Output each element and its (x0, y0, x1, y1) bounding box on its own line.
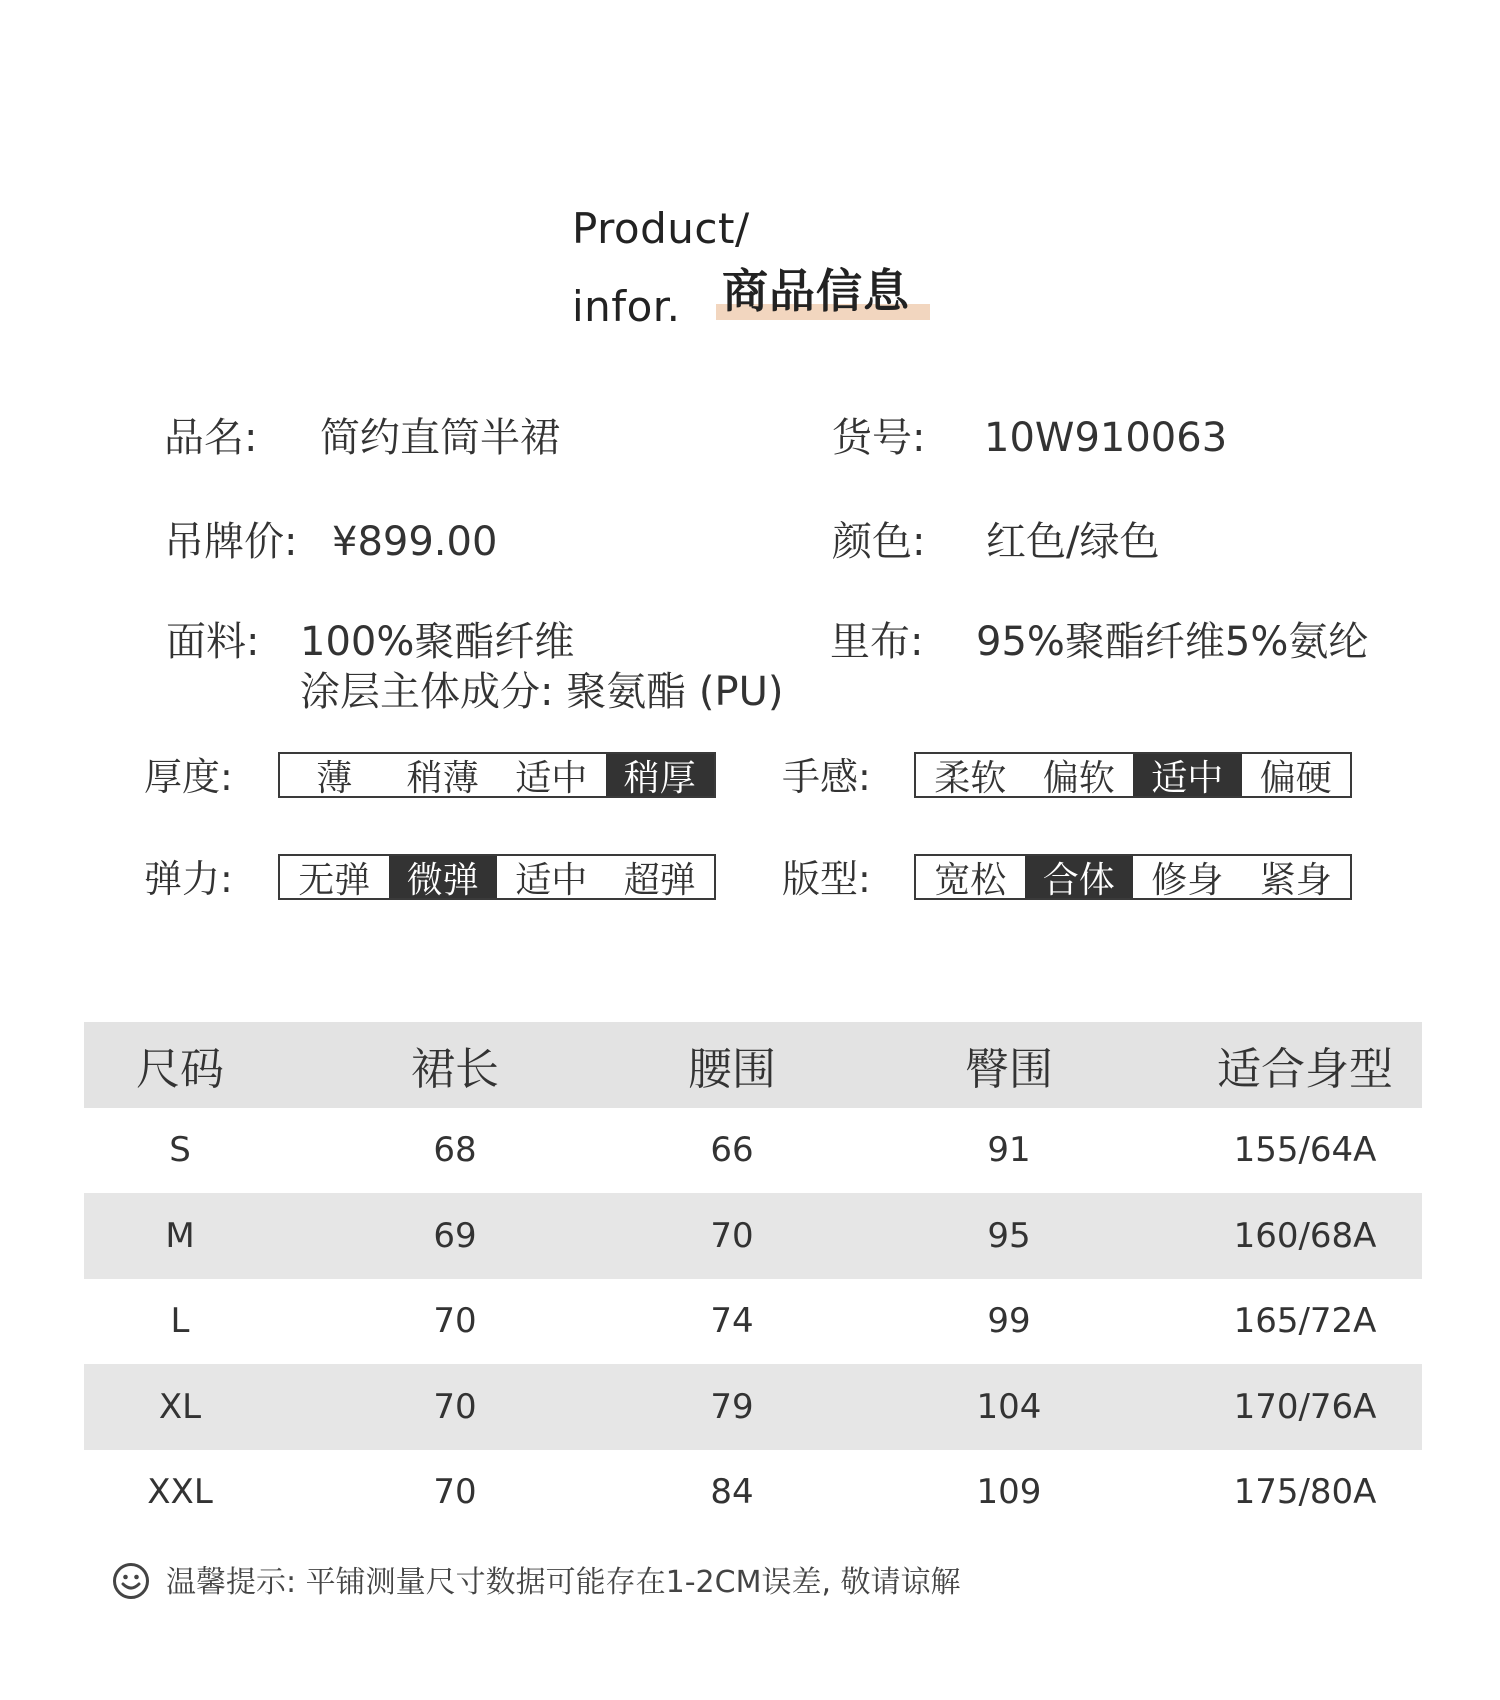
table-cell: 91 (987, 1130, 1031, 1171)
table-cell: 104 (976, 1386, 1042, 1427)
table-row (84, 1364, 1422, 1450)
lining-label: 里布: (830, 619, 924, 665)
column-header: 尺码 (136, 1043, 224, 1095)
thickness-option: 适中 (515, 757, 588, 799)
elasticity-option: 无弹 (298, 859, 371, 901)
name-value: 简约直筒半裙 (320, 415, 560, 461)
table-cell: 95 (987, 1215, 1031, 1256)
name-label: 品名: (164, 415, 258, 461)
handfeel-scale (914, 752, 1352, 798)
sku-label: 货号: (832, 415, 926, 461)
handfeel-option: 柔软 (934, 757, 1007, 799)
table-row (84, 1279, 1422, 1365)
table-header-row (84, 1022, 1422, 1108)
handfeel-label: 手感: (782, 755, 871, 799)
table-cell: 99 (987, 1301, 1031, 1342)
elasticity-scale (278, 854, 716, 900)
table-row (84, 1450, 1422, 1536)
table-row (84, 1108, 1422, 1194)
table-cell: 109 (976, 1472, 1042, 1513)
fit-option: 修身 (1151, 859, 1224, 901)
fit-option: 紧身 (1259, 859, 1332, 901)
table-cell: 165/72A (1233, 1301, 1377, 1342)
column-header: 臀围 (965, 1043, 1053, 1095)
thickness-option: 稍薄 (406, 757, 479, 799)
table-cell: 160/68A (1233, 1215, 1377, 1256)
sku-value: 10W910063 (984, 415, 1228, 461)
title-en-line2: infor. (572, 282, 681, 331)
table-cell: 74 (710, 1301, 754, 1342)
price-label: 吊牌价: (164, 519, 298, 565)
thickness-label: 厚度: (144, 755, 233, 799)
table-cell: M (165, 1215, 195, 1256)
table-cell: 70 (433, 1472, 477, 1513)
color-value: 红色/绿色 (986, 519, 1160, 565)
fit-scale (914, 854, 1352, 900)
thickness-option: 稍厚 (606, 754, 715, 796)
table-cell: 155/64A (1233, 1130, 1377, 1171)
column-header: 适合身型 (1217, 1043, 1393, 1095)
note-text: 温馨提示: 平铺测量尺寸数据可能存在1-2CM误差, 敬请谅解 (166, 1565, 961, 1600)
fabric-value: 100%聚酯纤维 (300, 619, 575, 665)
handfeel-option: 适中 (1133, 754, 1242, 796)
color-label: 颜色: (832, 519, 926, 565)
table-cell: L (170, 1301, 190, 1342)
fit-option: 合体 (1025, 856, 1134, 898)
table-cell: 68 (433, 1130, 477, 1171)
fabric-label: 面料: (166, 619, 260, 665)
table-cell: XL (158, 1386, 202, 1427)
fit-label: 版型: (782, 857, 871, 901)
coating-value: 涂层主体成分: 聚氨酯 (PU) (300, 669, 784, 715)
table-cell: 175/80A (1233, 1472, 1377, 1513)
column-header: 腰围 (688, 1043, 776, 1095)
title-en-line1: Product/ (572, 204, 750, 253)
elasticity-option: 适中 (515, 859, 588, 901)
fit-option: 宽松 (934, 859, 1007, 901)
table-cell: 79 (710, 1386, 754, 1427)
thickness-option: 薄 (316, 757, 353, 799)
column-header: 裙长 (411, 1043, 499, 1095)
table-cell: S (169, 1130, 191, 1171)
table-cell: 69 (433, 1215, 477, 1256)
table-cell: 84 (710, 1472, 754, 1513)
table-cell: XXL (147, 1472, 213, 1513)
elasticity-option: 超弹 (623, 859, 696, 901)
price-value: ¥899.00 (332, 519, 498, 565)
elasticity-label: 弹力: (144, 857, 233, 901)
handfeel-option: 偏软 (1042, 757, 1115, 799)
thickness-scale (278, 752, 716, 798)
elasticity-option: 微弹 (389, 856, 498, 898)
table-cell: 70 (433, 1386, 477, 1427)
table-cell: 170/76A (1233, 1386, 1377, 1427)
handfeel-option: 偏硬 (1259, 757, 1332, 799)
table-row (84, 1193, 1422, 1279)
smiley-icon (112, 1562, 150, 1600)
table-cell: 70 (710, 1215, 754, 1256)
lining-value: 95%聚酯纤维5%氨纶 (976, 619, 1369, 665)
table-cell: 66 (710, 1130, 754, 1171)
page-title: 商品信息 (722, 264, 910, 318)
size-table (84, 1022, 1422, 1535)
table-cell: 70 (433, 1301, 477, 1342)
